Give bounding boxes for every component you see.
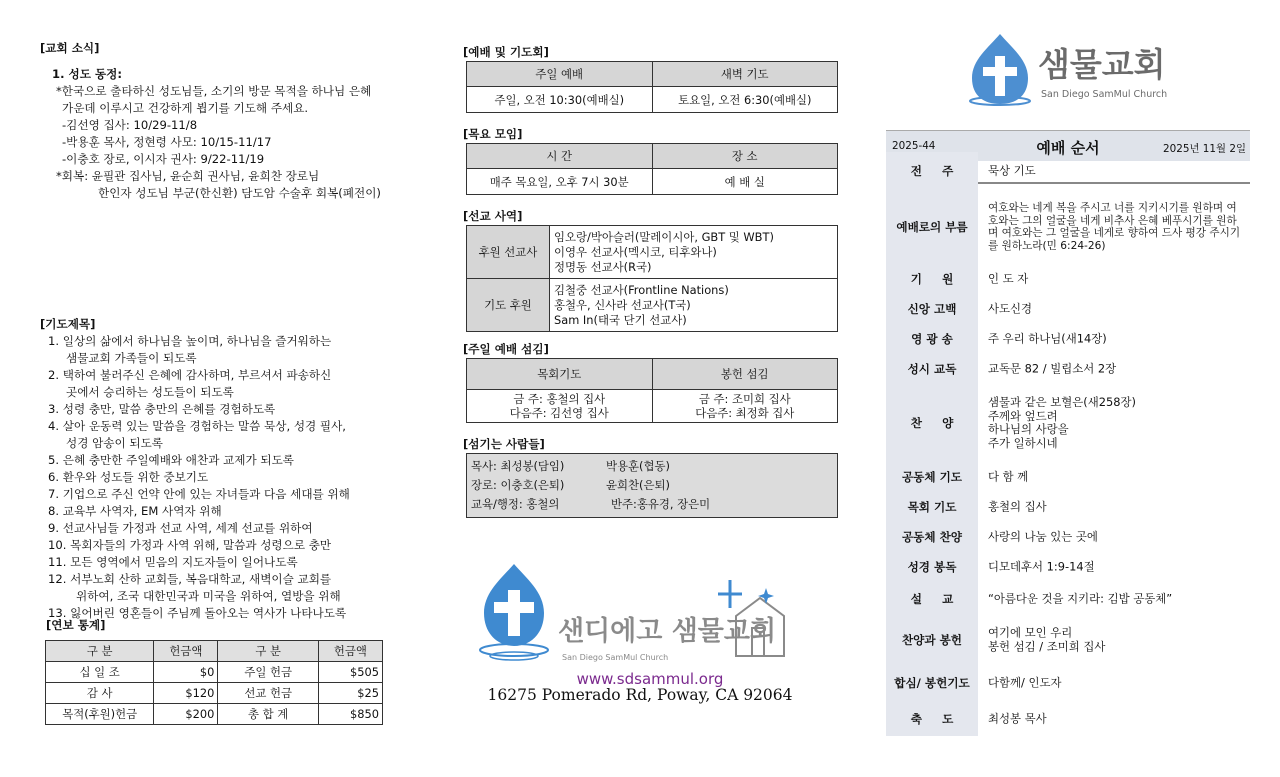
prayer-item: 4. 살아 운동력 있는 말씀을 경험하는 말씀 묵상, 성경 필사, — [48, 419, 346, 433]
order-row — [886, 294, 1250, 324]
servant: 교육/행정: 홍철의 — [471, 497, 560, 511]
order-label-cell — [886, 702, 978, 736]
table-cell: $0 — [154, 662, 218, 683]
table-cell: 선교 헌금 — [218, 683, 318, 704]
order-label: 설 교 — [910, 592, 954, 606]
table-header: 새벽 기도 — [652, 62, 838, 87]
servant: 목사: 최성봉(담임) — [471, 459, 565, 473]
worship-table — [466, 61, 838, 113]
table-cell — [467, 390, 653, 423]
order-row — [886, 152, 1250, 190]
prayer-item: 8. 교육부 사역자, EM 사역자 위해 — [48, 504, 222, 518]
news-column — [40, 40, 400, 202]
table-header: 주일 예배 — [467, 62, 653, 87]
prayer-item: 2. 택하여 불러주신 은혜에 감사하며, 부르셔서 파송하신 — [48, 368, 332, 382]
church-address: 16275 Pomerado Rd, Poway, CA 92064 — [487, 686, 793, 704]
table-cell: 총 합 계 — [218, 704, 318, 725]
servant: 장로: 이충호(은퇴) — [471, 478, 565, 492]
news-sub: 1. 성도 동정: — [52, 67, 122, 81]
order-label: 찬 양 — [910, 416, 954, 430]
table-header: 봉헌 섬김 — [652, 359, 838, 390]
mission-section — [463, 207, 841, 332]
order-label: 공동체 기도 — [901, 470, 963, 484]
missionary: 정명동 선교사(R국) — [554, 259, 652, 274]
table-cell: 목적(후원)헌금 — [46, 704, 154, 725]
bulletin-number: 2025-44 — [892, 140, 936, 152]
order-label-cell — [886, 190, 978, 264]
servants-box — [466, 453, 838, 518]
table-header-row — [46, 641, 383, 662]
trip-item: -이충호 장로, 이시자 권사: 9/22-11/19 — [62, 152, 265, 166]
prayer-item: 7. 기업으로 주신 언약 안에 있는 자녀들과 다음 세대를 위해 — [48, 487, 350, 501]
servant: 반주:홍유경, 장은미 — [611, 497, 711, 511]
brand-logo — [966, 30, 1206, 110]
table-cell: 십 일 조 — [46, 662, 154, 683]
prayer-item: 성경 암송이 되도록 — [66, 436, 163, 450]
brand-sub: San Diego SamMul Church — [1041, 89, 1168, 100]
table-header: 헌금액 — [318, 641, 382, 662]
table-cell: 예 배 실 — [652, 169, 838, 195]
thursday-section — [463, 125, 841, 195]
section-heading: [예배 및 기도회] — [463, 45, 549, 59]
order-value: 다 함 께 — [988, 469, 1029, 484]
recover-line: 한인자 성도님 부군(한신환) 담도암 수술후 회복(폐전이) — [98, 186, 381, 200]
order-value: “아름다운 것을 지키라: 김밥 공동체” — [988, 591, 1173, 606]
order-label-cell — [886, 582, 978, 616]
order-value: 디모데후서 1:9-14절 — [988, 559, 1095, 574]
section-heading: [선교 사역] — [463, 209, 523, 223]
servant-row — [471, 495, 833, 514]
prayer-item: 13. 잃어버린 영혼들이 주님께 돌아오는 역사가 나타나도록 — [48, 606, 347, 620]
order-label: 성시 교독 — [907, 362, 957, 376]
table-cell: $200 — [154, 704, 218, 725]
prayer-item: 10. 목회자들의 가정과 사역 위해, 말씀과 성령으로 충만 — [48, 538, 332, 552]
order-value: 묵상 기도 — [988, 163, 1036, 178]
prayer-item: 곳에서 승리하는 성도들이 되도록 — [66, 385, 234, 399]
worship-section — [463, 43, 841, 113]
order-row — [886, 190, 1250, 264]
missionary: 임오랑/박아슬러(말레이시아, GBT 및 WBT) — [554, 229, 774, 244]
table-header: 구 분 — [46, 641, 154, 662]
serve-entry: 다음주: 최정화 집사 — [695, 406, 795, 420]
table-header: 헌금액 — [154, 641, 218, 662]
prayer-item: 1. 일상의 삶에서 하나님을 높이며, 하나님을 즐거워하는 — [48, 334, 332, 348]
table-cell: 주일, 오전 10:30(예배실) — [467, 87, 653, 113]
church-logo-icon — [966, 30, 1206, 110]
order-row — [886, 492, 1250, 522]
bottom-logo-sub: San Diego SamMul Church — [562, 653, 669, 662]
order-row — [886, 264, 1250, 294]
table-label: 후원 선교사 — [467, 226, 550, 279]
order-value: 사도신경 — [988, 301, 1033, 316]
table-header: 구 분 — [218, 641, 318, 662]
order-label-cell — [886, 264, 978, 294]
news-heading: [교회 소식] — [40, 41, 100, 55]
missionary: 홍철우, 신사라 선교사(T국) — [554, 297, 691, 312]
trip-item: -김선영 집사: 10/29-11/8 — [62, 118, 198, 132]
section-heading: [섬기는 사람들] — [463, 437, 545, 451]
order-value: 여기에 모인 우리 봉헌 섬김 / 조미희 집사 — [988, 625, 1106, 653]
prayer-heading: [기도제목] — [40, 317, 96, 331]
table-cell: $25 — [318, 683, 382, 704]
order-row — [886, 462, 1250, 492]
servants-section — [463, 435, 841, 518]
order-value: 교독문 82 / 빌립소서 2장 — [988, 361, 1117, 376]
order-row — [886, 664, 1250, 702]
recover-line: *회복: 윤필관 집사님, 윤순희 권사님, 윤희찬 장로님 — [56, 169, 320, 183]
order-row — [886, 616, 1250, 664]
serve-table — [466, 358, 838, 423]
prayer-item: 12. 서부노회 산하 교회들, 복음대학교, 새벽이슬 교회를 — [48, 572, 332, 586]
table-cell: 주일 헌금 — [218, 662, 318, 683]
order-value: 인 도 자 — [988, 271, 1029, 286]
prayer-item: 11. 모든 영역에서 믿음의 지도자들이 일어나도록 — [48, 555, 298, 569]
table-cell: 매주 목요일, 오후 7시 30분 — [467, 169, 653, 195]
order-label-cell — [886, 462, 978, 492]
missionary: 김철중 선교사(Frontline Nations) — [554, 282, 729, 297]
table-row — [46, 704, 383, 725]
table-cell: $850 — [318, 704, 382, 725]
order-value: 여호와는 네게 복을 주시고 너를 지키시기를 원하며 여호와는 그의 얼굴을 네게 비추사 은혜 베푸시기를 원하며 여호와는 그 얼굴을 네게로 향하여 드사 평강 주시기를 원하노라(민 6:24-26) — [988, 202, 1241, 252]
order-label-cell — [886, 384, 978, 462]
order-label: 축 도 — [910, 712, 954, 726]
order-value: 홍철의 집사 — [988, 499, 1047, 514]
table-cell — [652, 390, 838, 423]
brand-name: 샘물교회 — [1038, 45, 1166, 84]
church-logo-icon — [474, 558, 804, 668]
serve-section — [463, 340, 841, 423]
finance-table — [45, 640, 383, 725]
order-label-cell — [886, 616, 978, 664]
table-label: 기도 후원 — [467, 279, 550, 332]
order-label: 전 주 — [910, 164, 954, 178]
table-header: 장 소 — [652, 144, 838, 169]
website-link[interactable]: www.sdsammul.org — [576, 670, 724, 688]
servant: 박용훈(협동) — [606, 459, 670, 473]
servant: 윤희찬(은퇴) — [606, 478, 670, 492]
order-label-cell — [886, 522, 978, 552]
serve-entry: 금 주: 홍철의 집사 — [513, 392, 606, 406]
order-label: 찬양과 봉헌 — [901, 633, 963, 647]
order-value: 다함께/ 인도자 — [988, 675, 1062, 690]
table-row — [46, 662, 383, 683]
order-label: 영 광 송 — [911, 332, 953, 346]
bulletin-date: 2025년 11월 2일 — [1163, 143, 1246, 155]
order-label: 성경 봉독 — [907, 560, 957, 574]
bottom-logo — [474, 558, 804, 672]
order-value: 사랑의 나눔 있는 곳에 — [988, 529, 1098, 544]
order-value: 주 우리 하나님(새14장) — [988, 331, 1107, 346]
serve-entry: 금 주: 조미희 집사 — [698, 392, 791, 406]
table-header: 목회기도 — [467, 359, 653, 390]
order-label: 신앙 고백 — [907, 302, 957, 316]
table-row — [46, 683, 383, 704]
order-label-cell — [886, 152, 978, 190]
order-row — [886, 522, 1250, 552]
prayer-item: 위하여, 조국 대한민국과 미국을 위하여, 열방을 위해 — [76, 589, 341, 603]
prayer-item: 샘물교회 가족들이 되도록 — [66, 351, 197, 365]
prayer-item: 3. 성령 충만, 말씀 충만의 은혜를 경험하도록 — [48, 402, 276, 416]
order-label-cell — [886, 492, 978, 522]
trip-item: -박용훈 목사, 정현령 사모: 10/15-11/17 — [62, 135, 272, 149]
news-line: 가운데 이루시고 건강하게 뵙기를 기도해 주세요. — [62, 101, 309, 115]
servant-row — [471, 476, 833, 495]
news-line: *한국으로 출타하신 성도님들, 소기의 방문 목적을 하나님 은혜 — [56, 84, 372, 98]
order-label-cell — [886, 324, 978, 354]
prayer-item: 9. 선교사님들 가정과 선교 사역, 세계 선교를 위하여 — [48, 521, 313, 535]
order-label: 합심/ 봉헌기도 — [894, 676, 970, 690]
order-row — [886, 324, 1250, 354]
order-label-cell — [886, 664, 978, 702]
order-label: 공동체 찬양 — [901, 530, 963, 544]
order-label-cell — [886, 354, 978, 384]
missionary: 이영우 선교사(멕시코, 티후와나) — [554, 244, 717, 259]
order-row — [886, 582, 1250, 616]
order-label-cell — [886, 552, 978, 582]
prayer-item: 5. 은혜 충만한 주일예배와 애찬과 교제가 되도록 — [48, 453, 294, 467]
table-cell — [550, 226, 838, 279]
serve-entry: 다음주: 김선영 집사 — [509, 406, 609, 420]
order-value: 샘물과 같은 보혈은(새258장) 주께와 엎드려 하나님의 사랑을 주가 일하시네 — [988, 395, 1136, 450]
finance-heading: [연보 통계] — [46, 618, 106, 632]
prayer-column — [40, 316, 400, 622]
table-cell: $505 — [318, 662, 382, 683]
thursday-table — [466, 143, 838, 195]
table-cell: 감 사 — [46, 683, 154, 704]
prayer-item: 6. 환우와 성도들 위한 중보기도 — [48, 470, 209, 484]
order-label-cell — [886, 294, 978, 324]
bulletin-title: 예배 순서 — [1036, 139, 1100, 157]
order-label: 예배로의 부름 — [896, 220, 968, 234]
table-cell: $120 — [154, 683, 218, 704]
order-row — [886, 354, 1250, 384]
order-value: 최성봉 목사 — [988, 711, 1047, 726]
section-heading: [목요 모임] — [463, 127, 523, 141]
table-cell — [550, 279, 838, 332]
order-row — [886, 552, 1250, 582]
order-row — [886, 702, 1250, 736]
order-label: 목회 기도 — [907, 500, 957, 514]
order-label: 기 원 — [910, 272, 954, 286]
mission-table — [466, 225, 838, 332]
servant-row — [471, 457, 833, 476]
missionary: Sam In(태국 단기 선교사) — [554, 312, 687, 327]
bottom-logo-name: 샌디에고 샘물교회 — [558, 616, 777, 647]
order-row — [886, 384, 1250, 462]
section-heading: [주일 예배 섬김] — [463, 342, 549, 356]
table-header: 시 간 — [467, 144, 653, 169]
table-cell: 토요일, 오전 6:30(예배실) — [652, 87, 838, 113]
